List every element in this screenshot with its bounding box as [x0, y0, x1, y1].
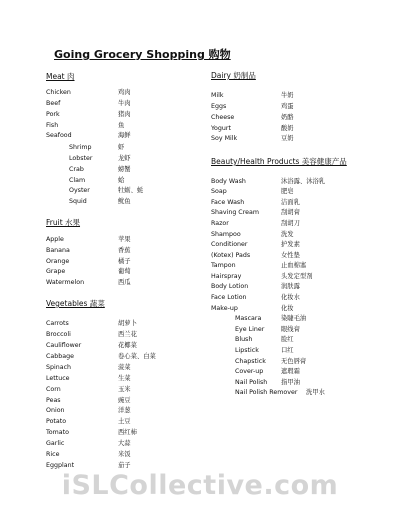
item-english: Tomato [46, 429, 69, 436]
item-english: Face Wash [211, 199, 245, 206]
item-english: Watermelon [46, 279, 85, 286]
item-english: Hairspray [211, 273, 242, 280]
item-chinese: 牛奶 [281, 92, 294, 99]
item-english: (Kotex) Pads [211, 252, 251, 259]
item-chinese: 鱿鱼 [118, 198, 131, 205]
item-english: Yogurt [211, 125, 231, 132]
item-english: Grape [46, 268, 66, 275]
item-chinese: 肥皂 [281, 188, 294, 195]
item-english: Lipstick [235, 347, 259, 354]
item-chinese: 脸红 [281, 336, 294, 343]
item-english: Broccoli [46, 331, 71, 338]
item-chinese: 螃蟹 [118, 166, 131, 173]
item-chinese: 化妆水 [281, 294, 300, 301]
item-chinese: 润肤露 [281, 283, 300, 290]
item-chinese: 蛤 [118, 177, 125, 184]
item-chinese: 无色唇膏 [281, 358, 307, 365]
item-english: Make-up [211, 305, 238, 312]
item-chinese: 牛肉 [118, 100, 131, 107]
item-chinese: 海鲜 [118, 132, 131, 139]
section-heading-dairy: Dairy 奶制品 [211, 71, 256, 80]
item-chinese: 头发定型剂 [281, 273, 313, 280]
item-english: Cheese [211, 114, 235, 121]
item-english: Pork [46, 111, 60, 118]
item-chinese: 酸奶 [281, 125, 294, 132]
item-english: Orange [46, 258, 70, 265]
item-chinese: 玉米 [118, 386, 131, 393]
item-english: Eggs [211, 103, 227, 110]
item-english: Oyster [69, 187, 90, 194]
item-chinese: 止血棉塞 [281, 262, 307, 269]
item-english: Soy Milk [211, 135, 238, 142]
item-english: Shrimp [69, 144, 92, 151]
item-chinese: 遮瑕霜 [281, 368, 300, 375]
section-heading-vegetables: Vegetables 蔬菜 [46, 299, 105, 308]
section-heading-beauty-health: Beauty/Health Products 美容健康产品 [211, 157, 347, 166]
item-chinese: 胡萝卜 [118, 320, 137, 327]
item-english: Carrots [46, 320, 69, 327]
item-chinese: 大蒜 [118, 440, 131, 447]
item-english: Seafood [46, 132, 72, 139]
item-english: Shaving Cream [211, 209, 260, 216]
item-chinese: 奶酪 [281, 114, 294, 121]
item-chinese: 米饭 [118, 451, 131, 458]
item-chinese: 洁面乳 [281, 199, 300, 206]
item-english: Lobster [69, 155, 93, 162]
item-english: Lettuce [46, 375, 70, 382]
item-english: Face Lotion [211, 294, 247, 301]
item-english: Eye Liner [235, 326, 265, 333]
item-chinese: 女性垫 [281, 252, 300, 259]
item-chinese: 茄子 [118, 462, 131, 469]
item-english: Body Wash [211, 178, 246, 185]
item-chinese: 鸡蛋 [281, 103, 294, 110]
item-english: Blush [235, 336, 253, 343]
item-chinese: 牡蛎、蚝 [118, 187, 144, 194]
item-english: Chapstick [235, 358, 266, 365]
item-chinese: 西红柿 [118, 429, 137, 436]
item-chinese: 护发素 [281, 241, 300, 248]
item-chinese: 虾 [118, 144, 125, 151]
item-english: Soap [211, 188, 227, 195]
item-english: Cover-up [235, 368, 264, 375]
watermark-logo: iSLCollective.com [61, 470, 339, 501]
section-heading-meat: Meat 肉 [46, 72, 75, 81]
item-chinese: 豆奶 [281, 135, 294, 142]
item-english: Milk [211, 92, 224, 99]
item-english: Nail Polish [235, 379, 268, 386]
item-chinese: 鸡肉 [118, 89, 131, 96]
item-english: Corn [46, 386, 61, 393]
item-english: Razor [211, 220, 229, 227]
item-english: Squid [69, 198, 87, 205]
item-chinese: 生菜 [118, 375, 131, 382]
item-chinese: 西兰花 [118, 331, 137, 338]
item-english: Fish [46, 122, 59, 129]
item-english: Cauliflower [46, 342, 82, 349]
item-english: Apple [46, 236, 64, 243]
item-chinese: 洗甲水 [306, 389, 325, 396]
page-title: Going Grocery Shopping 购物 [54, 48, 231, 61]
item-chinese: 西瓜 [118, 279, 131, 286]
item-english: Mascara [235, 315, 262, 322]
item-english: Beef [46, 100, 61, 107]
item-chinese: 菠菜 [118, 364, 131, 371]
item-english: Eggplant [46, 462, 75, 469]
item-chinese: 花椰菜 [118, 342, 137, 349]
item-chinese: 鱼 [118, 122, 125, 129]
item-english: Spinach [46, 364, 72, 371]
item-english: Conditioner [211, 241, 248, 248]
item-english: Cabbage [46, 353, 74, 360]
item-chinese: 口红 [281, 347, 294, 354]
item-chinese: 刮胡膏 [281, 209, 300, 216]
item-chinese: 沐浴露、沐浴乳 [281, 178, 326, 185]
item-english: Body Lotion [211, 283, 249, 290]
item-english: Peas [46, 397, 61, 404]
section-heading-fruit: Fruit 水果 [46, 218, 81, 227]
item-english: Clam [69, 177, 86, 184]
item-chinese: 橘子 [118, 258, 131, 265]
item-chinese: 葡萄 [118, 268, 131, 275]
item-chinese: 猪肉 [118, 111, 131, 118]
item-chinese: 眼线膏 [281, 326, 300, 333]
item-chinese: 豌豆 [118, 397, 131, 404]
item-english: Chicken [46, 89, 71, 96]
item-chinese: 龙虾 [118, 155, 131, 162]
item-chinese: 指甲油 [281, 379, 300, 386]
item-english: Potato [46, 418, 67, 425]
item-chinese: 香蕉 [118, 247, 131, 254]
item-english: Garlic [46, 440, 65, 447]
item-chinese: 洋葱 [118, 407, 131, 414]
item-english: Crab [69, 166, 84, 173]
item-english: Onion [46, 407, 65, 414]
item-english: Rice [46, 451, 60, 458]
item-chinese: 化妆 [281, 305, 294, 312]
item-chinese: 刮胡刀 [281, 220, 300, 227]
item-chinese: 染睫毛油 [281, 315, 307, 322]
item-chinese: 苹果 [118, 236, 131, 243]
item-english: Shampoo [211, 231, 241, 238]
item-english: Tampon [211, 262, 236, 269]
item-chinese: 卷心菜、白菜 [118, 353, 156, 360]
item-chinese: 土豆 [118, 418, 131, 425]
item-english: Banana [46, 247, 70, 254]
item-english: Nail Polish Remover [235, 389, 298, 396]
item-chinese: 洗发 [281, 231, 294, 238]
